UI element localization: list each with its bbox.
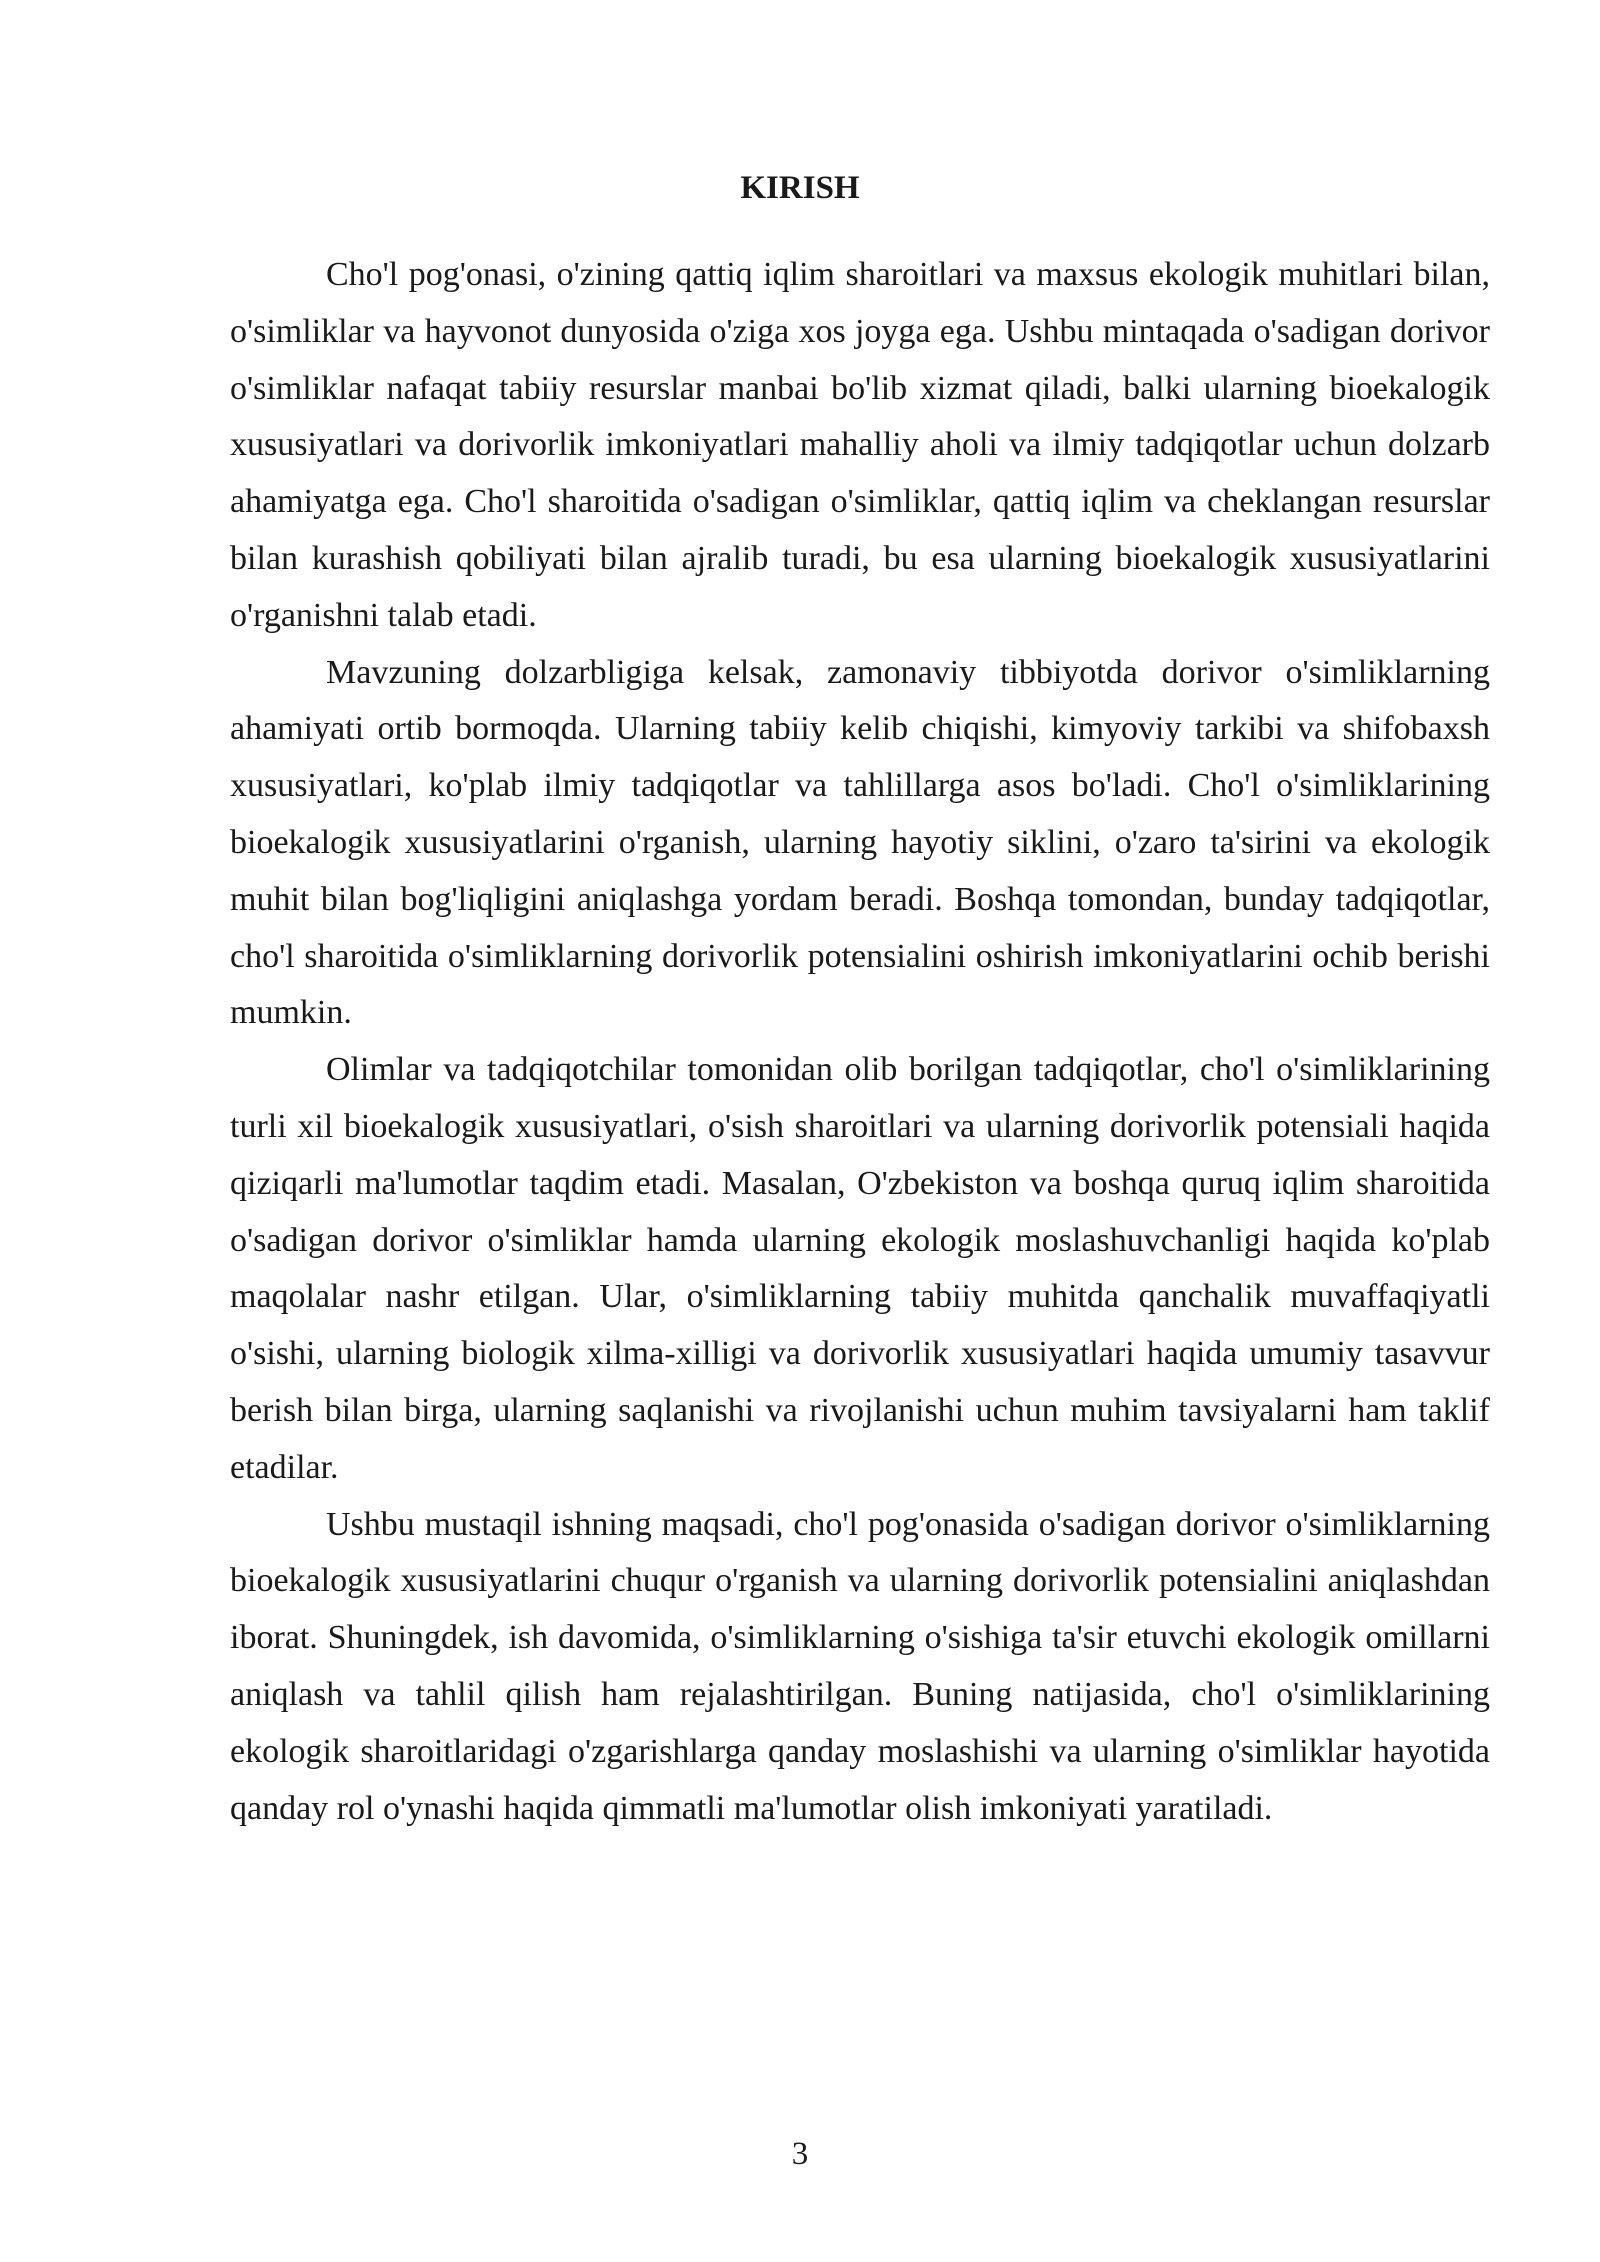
paragraph-goal: Ushbu mustaqil ishning maqsadi, cho'l pog'onasida o'sadigan dorivor o'simliklarning bioekalogik xususiyatlarini chuqur o'rganish va ularning dorivorlik potensialini aniqlashdan iborat. Shuningdek, ish davomida, o'simliklarning o'sishiga ta'sir etuvchi ekologik omillarni aniqlash va tahlil qilish ham rejalashtirilgan. Buning natijasida, cho'l o'simliklarining ekologik sharoitlaridagi o'zgarishlarga qanday moslashishi va ularning o'simliklar hayotida qanday rol o'ynashi haqida qimmatli ma'lumotlar olish imkoniyati yaratiladi. [230,1505,1490,1827]
paragraph-research: Olimlar va tadqiqotchilar tomonidan olib borilgan tadqiqotlar, cho'l o'simliklarining turli xil bioekalogik xususiyatlari, o'sish sharoitlari va ularning dorivorlik potensiali haqida qiziqarli ma'lumotlar taqdim etadi. Masalan, O'zbekiston va boshqa quruq iqlim sharoitida o'sadigan dorivor o'simliklar hamda ularning ekologik moslashuvchanligi haqida ko'plab maqolalar nashr etilgan. Ular, o'simliklarning tabiiy muhitda qanchalik muvaffaqiyatli o'sishi, ularning biologik xilma-xilligi va dorivorlik xususiyatlari haqida umumiy tasavvur berish bilan birga, ularning saqlanishi va rivojlanishi uchun muhim tavsiyalarni ham taklif etadilar. [230,1051,1490,1486]
body-text [230,247,1490,1837]
paragraph-relevance: Mavzuning dolzarbligiga kelsak, zamonaviy tibbiyotda dorivor o'simliklarning ahamiyati ortib bormoqda. Ularning tabiiy kelib chiqishi, kimyoviy tarkibi va shifobaxsh xususiyatlari, ko'plab ilmiy tadqiqotlar va tahlillarga asos bo'ladi. Cho'l o'simliklarining bioekalogik xususiyatlarini o'rganish, ularning hayotiy siklini, o'zaro ta'sirini va ekologik muhit bilan bog'liqligini aniqlashga yordam beradi. Boshqa tomondan, bunday tadqiqotlar, cho'l sharoitida o'simliklarning dorivorlik potensialini oshirish imkoniyatlarini ochib berishi mumkin. [230,653,1490,1032]
paragraph-intro: Cho'l pog'onasi, o'zining qattiq iqlim sharoitlari va maxsus ekologik muhitlari bilan, o'simliklar va hayvonot dunyosida o'ziga xos joyga ega. Ushbu mintaqada o'sadigan dorivor o'simliklar nafaqat tabiiy resurslar manbai bo'lib xizmat qiladi, balki ularning bioekalogik xususiyatlari va dorivorlik imkoniyatlari mahalliy aholi va ilmiy tadqiqotlar uchun dolzarb ahamiyatga ega. Cho'l sharoitida o'sadigan o'simliklar, qattiq iqlim va cheklangan resurslar bilan kurashish qobiliyati bilan ajralib turadi, bu esa ularning bioekalogik xususiyatlarini o'rganishni talab etadi. [230,256,1490,634]
page-title: KIRISH [740,170,860,206]
page-number: 3 [791,2136,809,2172]
